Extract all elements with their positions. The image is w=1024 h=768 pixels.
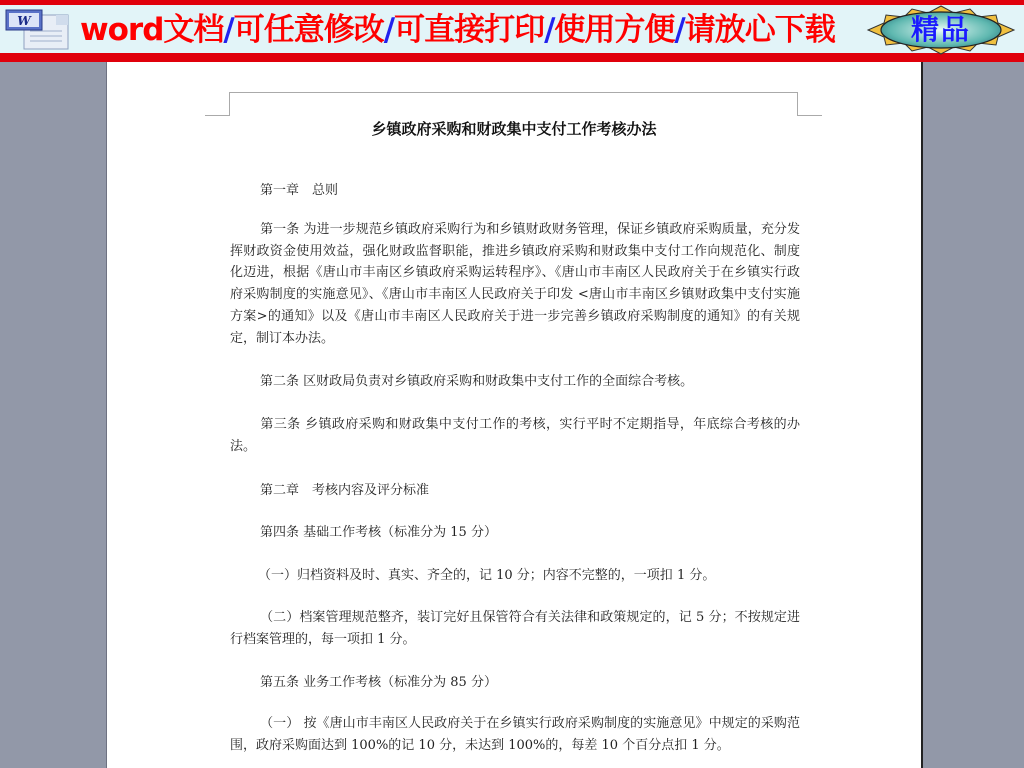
banner-separator: / [674,12,685,48]
article-paragraph [230,607,800,650]
article-paragraph [230,672,800,694]
paragraph-text: （一）归档资料及时、真实、齐全的，记 10 分；内容不完整的，一项扣 1 分。 [258,568,716,583]
header-right-stub [797,115,822,116]
document-page [106,62,923,768]
header-right-vertical [797,92,798,115]
header-left-vertical [229,92,230,115]
paragraph-text: 第三条 乡镇政府采购和财政集中支付工作的考核，实行平时不定期指导，年底综合考核的办法。 [230,417,800,454]
svg-text:W: W [17,14,31,28]
banner-separator: / [223,12,234,48]
document-title: 乡镇政府采购和财政集中支付工作考核办法 [371,120,657,138]
article-paragraph [230,219,800,349]
banner-slogan [80,6,835,54]
paragraph-text: 第一章 总则 [260,183,339,198]
header-left-stub [205,115,230,116]
paragraph-text: 第五条 业务工作考核（标准分为 85 分） [260,675,497,690]
chapter-heading [230,180,800,202]
paragraph-text: 第一条 为进一步规范乡镇政府采购行为和乡镇财政财务管理，保证乡镇政府采购质量，充分发挥财政资金使用效益，强化财政监督职能，推进乡镇政府采购和财政集中支付工作向规范化、制度化迈进，根据《唐山市丰南区乡镇政府采购运转程序》、《唐山市丰南区人民政府关于在乡镇实行政府采购制度的实施意见》、《唐山市丰南区人民政府关于印发 <唐山市丰南区乡镇财政集中支付实施方案>的通知》以及《唐山市丰南区人民政府关于进一步完善乡镇政府采购制度的通知》的有关规定，制订本办法。 [230,222,800,346]
banner-segment: 可任意修改 [233,12,384,48]
article-paragraph [230,414,800,457]
banner-segment: 可直接打印 [394,12,545,48]
badge-label: 精品 [910,13,971,46]
banner-segment: 请放心下载 [684,12,835,48]
article-paragraph [230,565,800,587]
banner-separator: / [544,12,555,48]
paragraph-text: 第二章 考核内容及评分标准 [260,483,430,498]
banner-separator: / [383,12,395,48]
paragraph-text: 第四条 基础工作考核（标准分为 15 分） [260,525,497,540]
header-top-line [229,92,798,93]
article-paragraph [230,713,800,756]
top-banner [0,0,1024,62]
paragraph-text: （一） 按《唐山市丰南区人民政府关于在乡镇实行政府采购制度的实施意见》中规定的采购范围，政府采购面达到 100%的记 10 分，未达到 100%的，每差 10 个百分点扣 1 分。 [230,716,800,753]
article-paragraph [230,522,800,544]
article-paragraph [230,371,800,393]
paragraph-text: （二）档案管理规范整齐，装订完好且保管符合有关法律和政策规定的，记 5 分；不按规定进行档案管理的，每一项扣 1 分。 [230,610,800,647]
word-document-icon [4,9,76,51]
chapter-heading [230,480,800,502]
banner-segment: 使用方便 [554,12,675,48]
banner-segment: word文档 [80,12,224,48]
paragraph-text: 第二条 区财政局负责对乡镇政府采购和财政集中支付工作的全面综合考核。 [260,374,694,389]
premium-badge [866,5,1016,55]
